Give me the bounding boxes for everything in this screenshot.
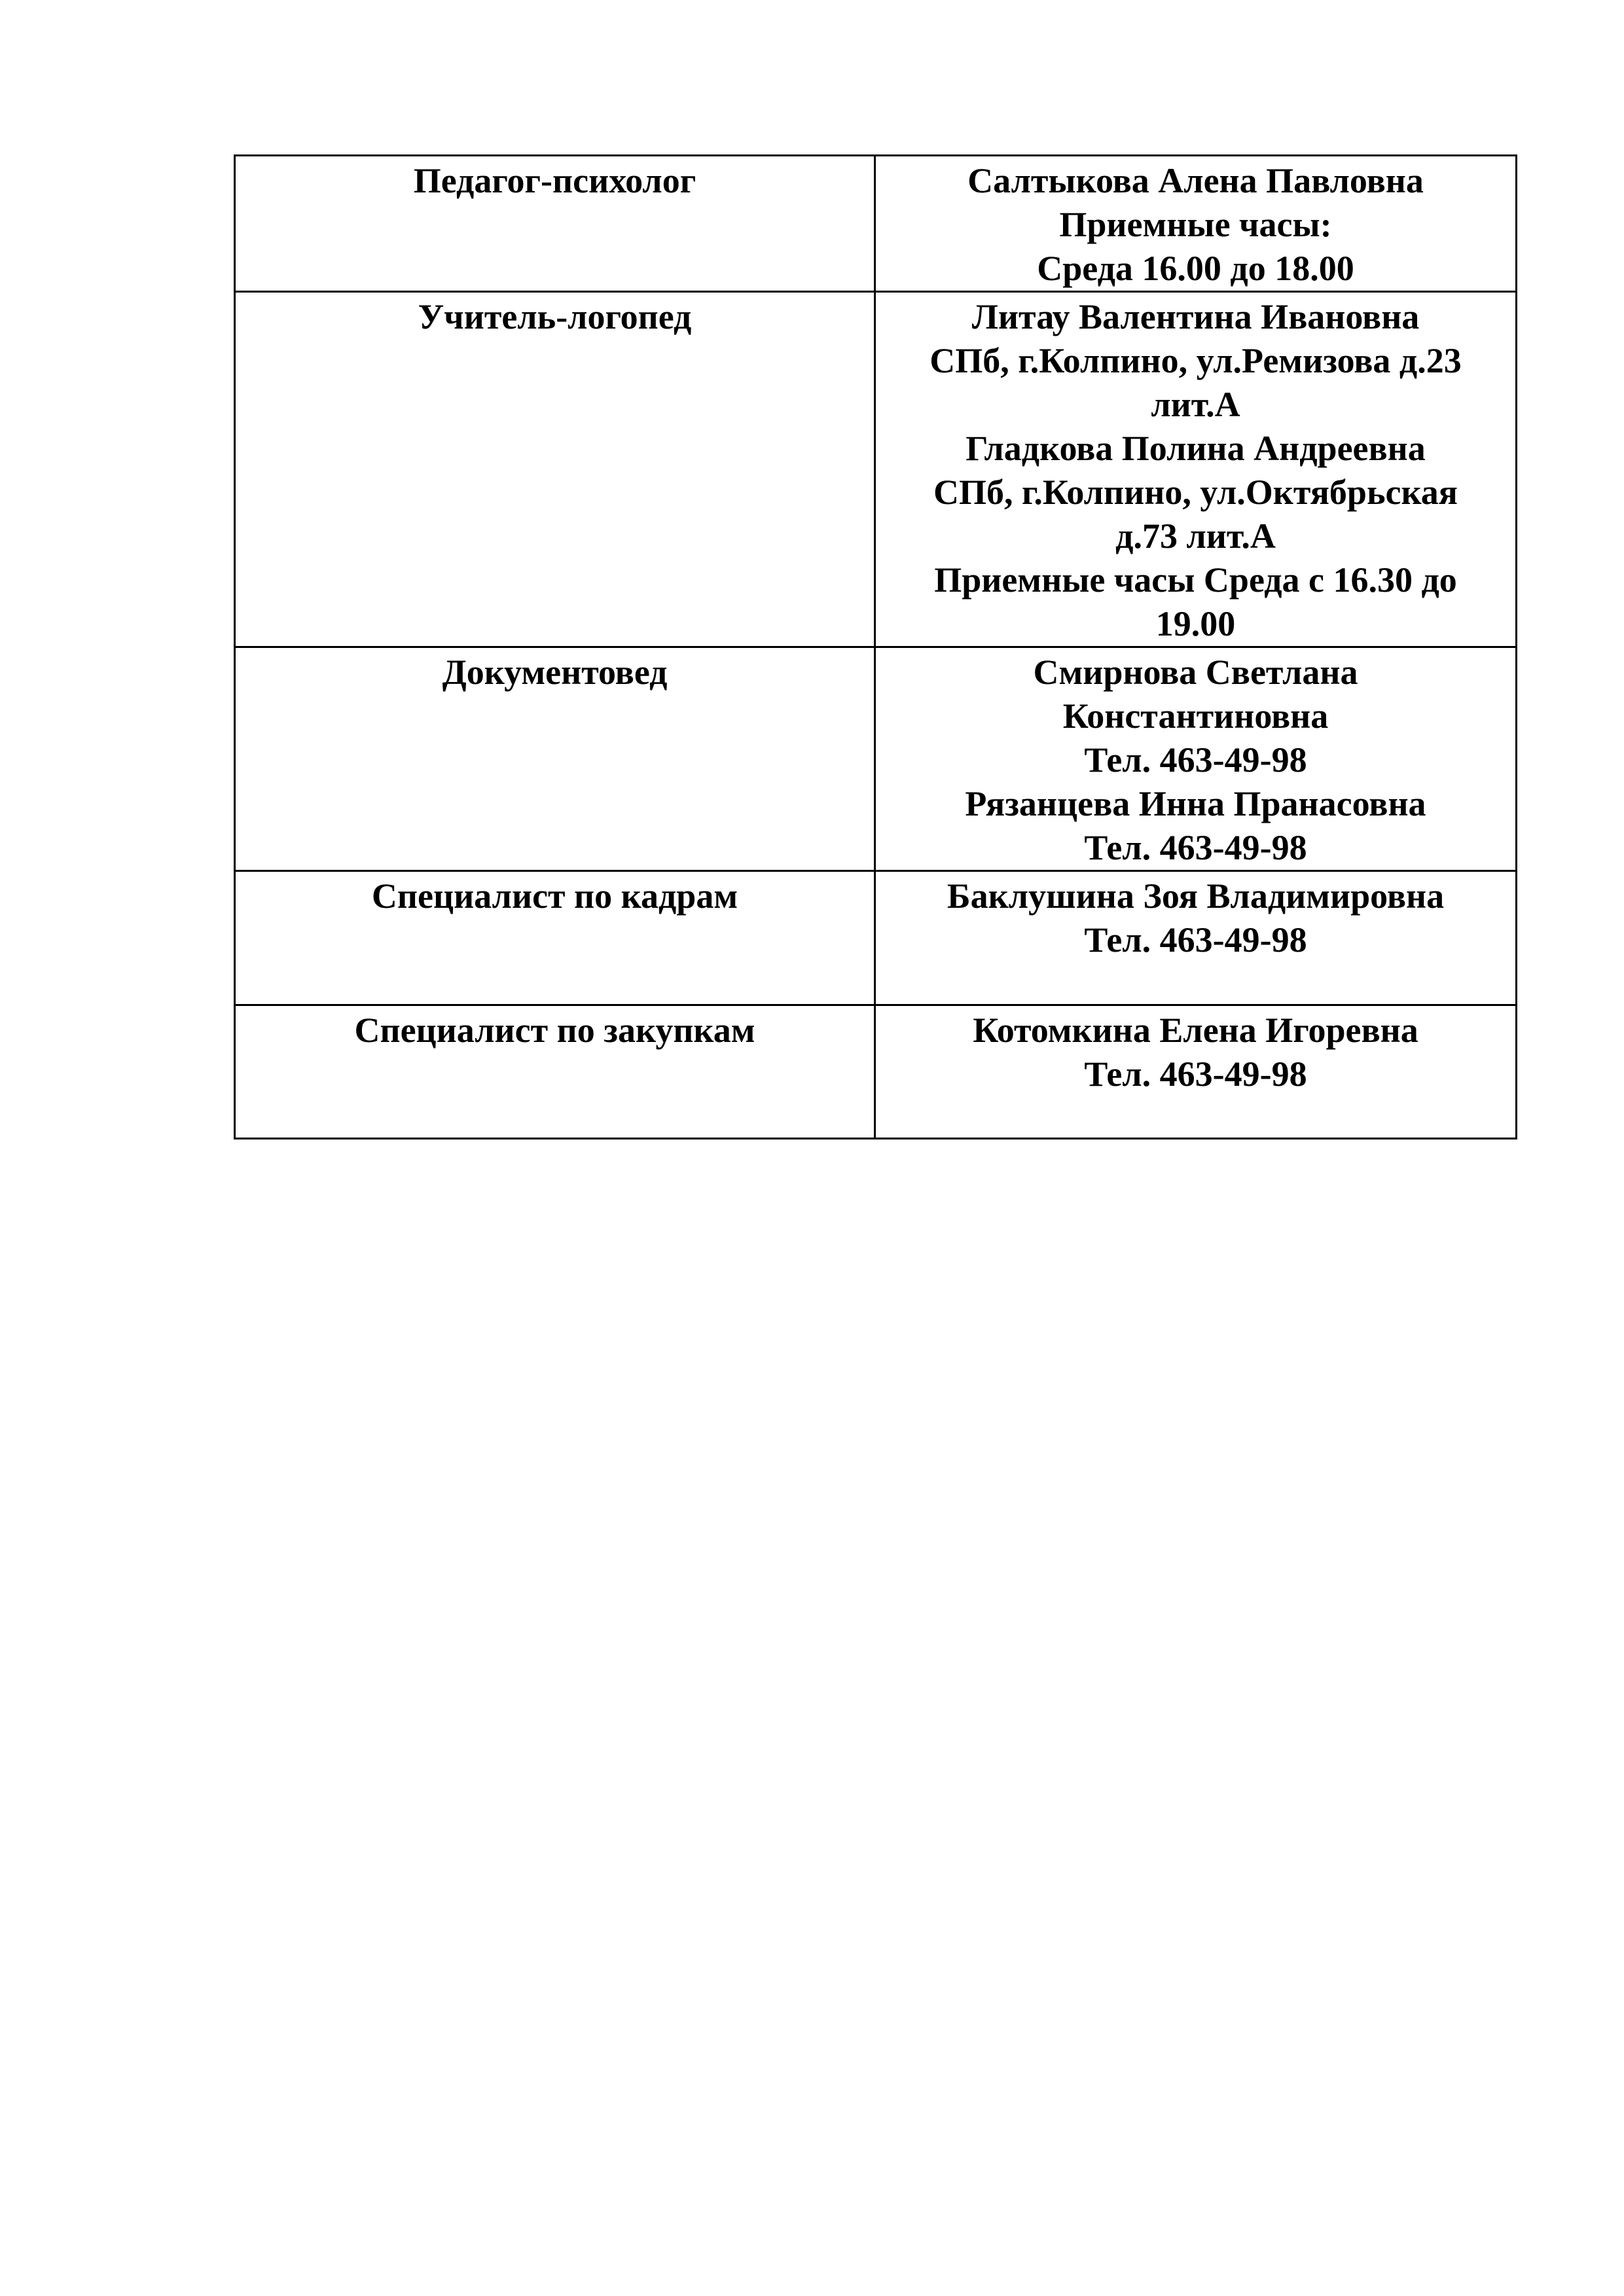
contact-line: Котомкина Елена Игоревна [973, 1011, 1418, 1050]
contact-line: Среда 16.00 до 18.00 [1037, 249, 1354, 288]
contact-cell [875, 647, 1517, 871]
role-label: Специалист по кадрам [371, 876, 738, 916]
contact-line: Гладкова Полина Андреевна [965, 429, 1426, 468]
contact-cell [875, 871, 1517, 1005]
contact-line: Тел. 463-49-98 [1084, 920, 1307, 960]
staff-contacts-table [234, 154, 1517, 1139]
contact-line: Приемные часы: [1059, 205, 1332, 244]
contact-line: Рязанцева Инна Пранасовна [965, 784, 1426, 823]
contact-line: Салтыкова Алена Павловна [967, 161, 1424, 200]
contact-line: Тел. 463-49-98 [1084, 828, 1307, 867]
contact-line: д.73 лит.А [1115, 516, 1276, 556]
role-cell [235, 1005, 875, 1139]
role-label: Учитель-логопед [418, 297, 692, 336]
contact-line: лит.А [1151, 385, 1240, 424]
role-label: Специалист по закупкам [354, 1011, 755, 1050]
contact-line: Смирнова Светлана [1033, 653, 1358, 692]
contact-line: Тел. 463-49-98 [1084, 740, 1307, 780]
table-row [235, 647, 1517, 871]
role-cell [235, 156, 875, 292]
contact-line: Константиновна [1062, 696, 1329, 736]
contact-cell [875, 1005, 1517, 1139]
contact-line: Тел. 463-49-98 [1084, 1054, 1307, 1094]
contact-line: 19.00 [1155, 604, 1236, 643]
contact-line: СПб, г.Колпино, ул.Октябрьская [933, 473, 1458, 512]
table-row [235, 156, 1517, 292]
contact-cell [875, 156, 1517, 292]
contact-line: Приемные часы Среда с 16.30 до [934, 560, 1457, 600]
role-cell [235, 292, 875, 647]
role-label: Педагог-психолог [413, 161, 696, 200]
contact-cell [875, 292, 1517, 647]
table-row [235, 1005, 1517, 1139]
role-cell [235, 647, 875, 871]
contact-line: СПб, г.Колпино, ул.Ремизова д.23 [929, 341, 1462, 380]
role-label: Документовед [442, 653, 668, 692]
contact-line: Литау Валентина Ивановна [971, 297, 1420, 336]
role-cell [235, 871, 875, 1005]
table-row [235, 871, 1517, 1005]
table-row [235, 292, 1517, 647]
contact-line: Баклушина Зоя Владимировна [947, 876, 1445, 916]
